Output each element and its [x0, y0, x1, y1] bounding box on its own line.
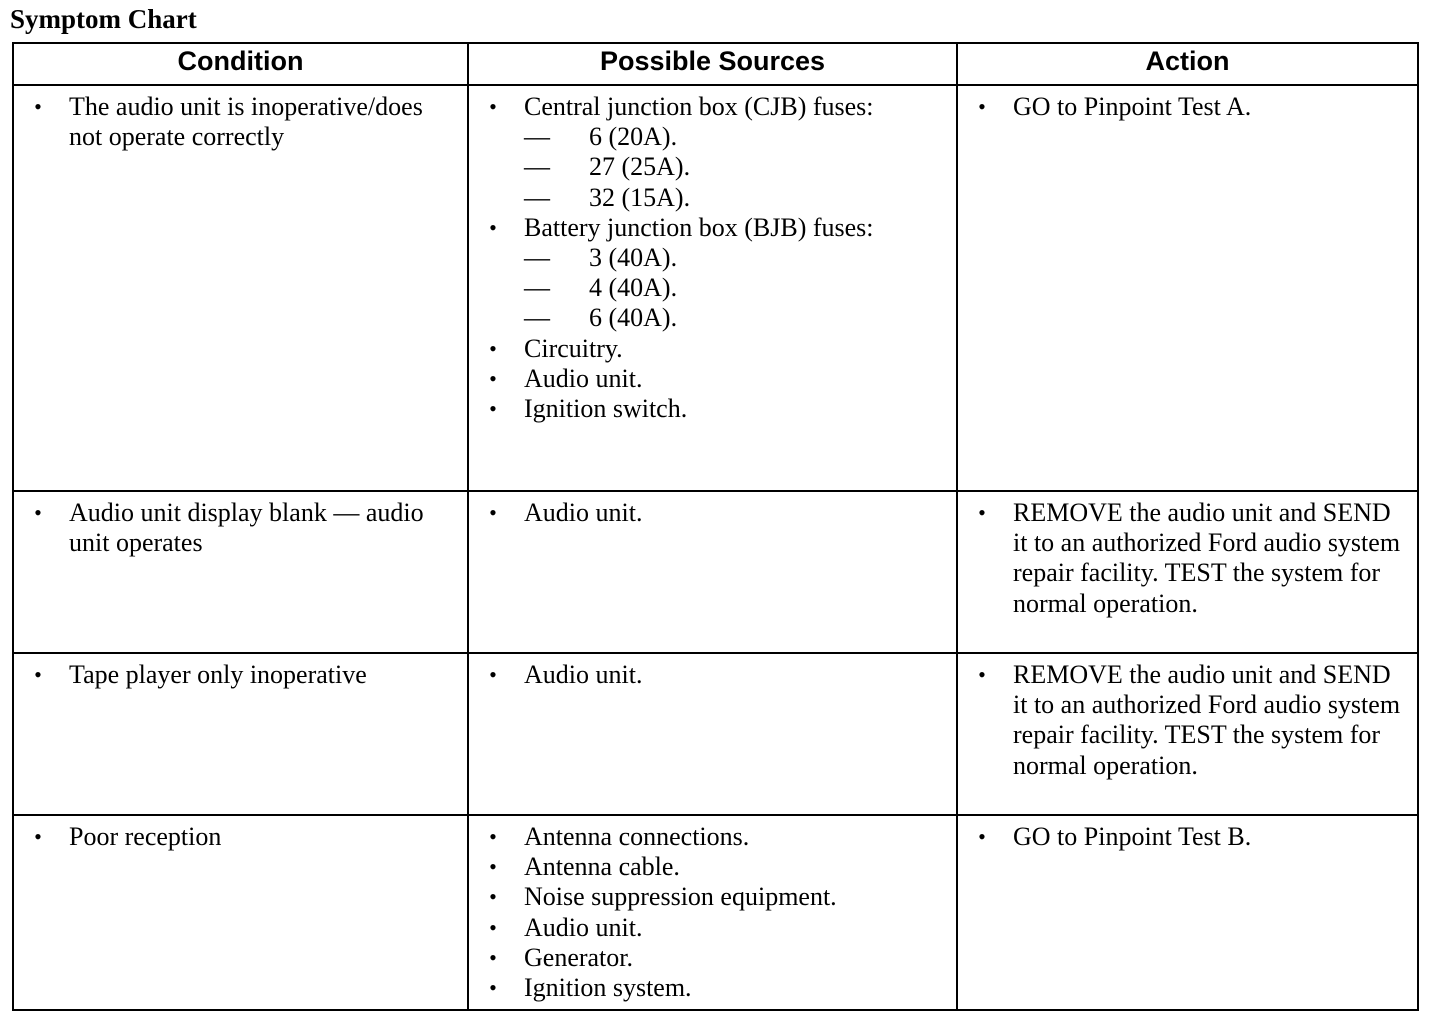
sources-list: [469, 498, 948, 528]
bullet-icon: •: [489, 884, 497, 910]
sources-list: [469, 822, 948, 1003]
dash-icon: —: [524, 303, 550, 333]
sources-cell: [468, 491, 957, 653]
condition-text: Poor reception: [69, 822, 222, 851]
condition-text: Tape player only inoperative: [69, 660, 367, 689]
bullet-icon: •: [489, 94, 497, 119]
action-cell: [957, 85, 1418, 491]
action-text: GO to Pinpoint Test B.: [1013, 822, 1252, 851]
action-text: REMOVE the audio unit and SEND it to an authorized Ford audio system repair facility. TEST the system for normal operation.: [1013, 660, 1401, 780]
bullet-icon: •: [489, 365, 497, 391]
list-item: — 3 (40A).: [524, 243, 678, 273]
bullet-icon: •: [978, 662, 986, 687]
action-text: REMOVE the audio unit and SEND it to an authorized Ford audio system repair facility. TEST the system for normal operation.: [1013, 498, 1401, 618]
sources-cell: [468, 815, 957, 1010]
bullet-icon: •: [978, 500, 986, 525]
condition-cell: [13, 653, 468, 815]
bullet-icon: •: [978, 94, 986, 119]
list-item: • Noise suppression equipment.: [469, 882, 948, 912]
bullet-icon: •: [489, 335, 497, 361]
action-cell: [957, 653, 1418, 815]
sources-list: [469, 660, 948, 690]
header-possible-sources: Possible Sources: [468, 43, 957, 85]
table-row: [13, 491, 1418, 653]
bullet-icon: •: [489, 975, 497, 1001]
bullet-icon: •: [489, 214, 497, 240]
bullet-icon: •: [489, 824, 497, 849]
condition-text: The audio unit is inoperative/does not operate correctly: [69, 92, 423, 152]
bullet-icon: •: [489, 944, 497, 970]
table-row: [13, 653, 1418, 815]
dash-icon: —: [524, 273, 550, 303]
list-item: — 4 (40A).: [524, 273, 678, 303]
sources-cell: [468, 653, 957, 815]
bullet-icon: •: [34, 662, 42, 687]
list-item: — 27 (25A).: [524, 152, 691, 182]
header-action: Action: [957, 43, 1418, 85]
bullet-icon: •: [34, 824, 42, 849]
condition-cell: [13, 815, 468, 1010]
table-row: [13, 815, 1418, 1010]
bullet-icon: •: [489, 396, 497, 422]
condition-cell: [13, 491, 468, 653]
bullet-icon: •: [489, 662, 497, 687]
list-item: • Battery junction box (BJB) fuses:: [469, 213, 948, 243]
list-item: • Central junction box (CJB) fuses:: [469, 92, 948, 122]
table-row: [13, 85, 1418, 491]
list-item: • Circuitry.: [469, 334, 948, 364]
list-item: • Audio unit.: [469, 660, 948, 690]
action-cell: [957, 815, 1418, 1010]
list-item: • Audio unit.: [469, 364, 948, 394]
action-text: GO to Pinpoint Test A.: [1013, 92, 1252, 121]
bullet-icon: •: [489, 500, 497, 525]
list-item: • Ignition system.: [469, 973, 948, 1003]
list-item: — 32 (15A).: [524, 182, 691, 212]
dash-icon: —: [524, 152, 550, 182]
header-condition: Condition: [13, 43, 468, 85]
chart-title: Symptom Chart: [10, 4, 197, 34]
dash-icon: —: [524, 182, 550, 212]
action-cell: [957, 491, 1418, 653]
list-item: • Generator.: [469, 943, 948, 973]
bullet-icon: •: [489, 854, 497, 880]
symptom-table: [12, 42, 1419, 1011]
sources-list: [469, 92, 948, 424]
bullet-icon: •: [978, 824, 986, 849]
header-row: [13, 43, 1418, 85]
list-item: — 6 (20A).: [524, 122, 678, 152]
dash-icon: —: [524, 243, 550, 273]
sources-cell: [468, 85, 957, 491]
list-item: • Audio unit.: [469, 913, 948, 943]
dash-icon: —: [524, 122, 550, 152]
bullet-icon: •: [34, 500, 42, 525]
list-item: • Ignition switch.: [469, 394, 948, 424]
list-item: • Antenna cable.: [469, 852, 948, 882]
list-item: • Audio unit.: [469, 498, 948, 528]
condition-text: Audio unit display blank — audio unit operates: [69, 498, 424, 558]
list-item: — 6 (40A).: [524, 303, 678, 333]
bullet-icon: •: [489, 914, 497, 940]
list-item: • Antenna connections.: [469, 822, 948, 852]
condition-cell: [13, 85, 468, 491]
bullet-icon: •: [34, 94, 42, 119]
